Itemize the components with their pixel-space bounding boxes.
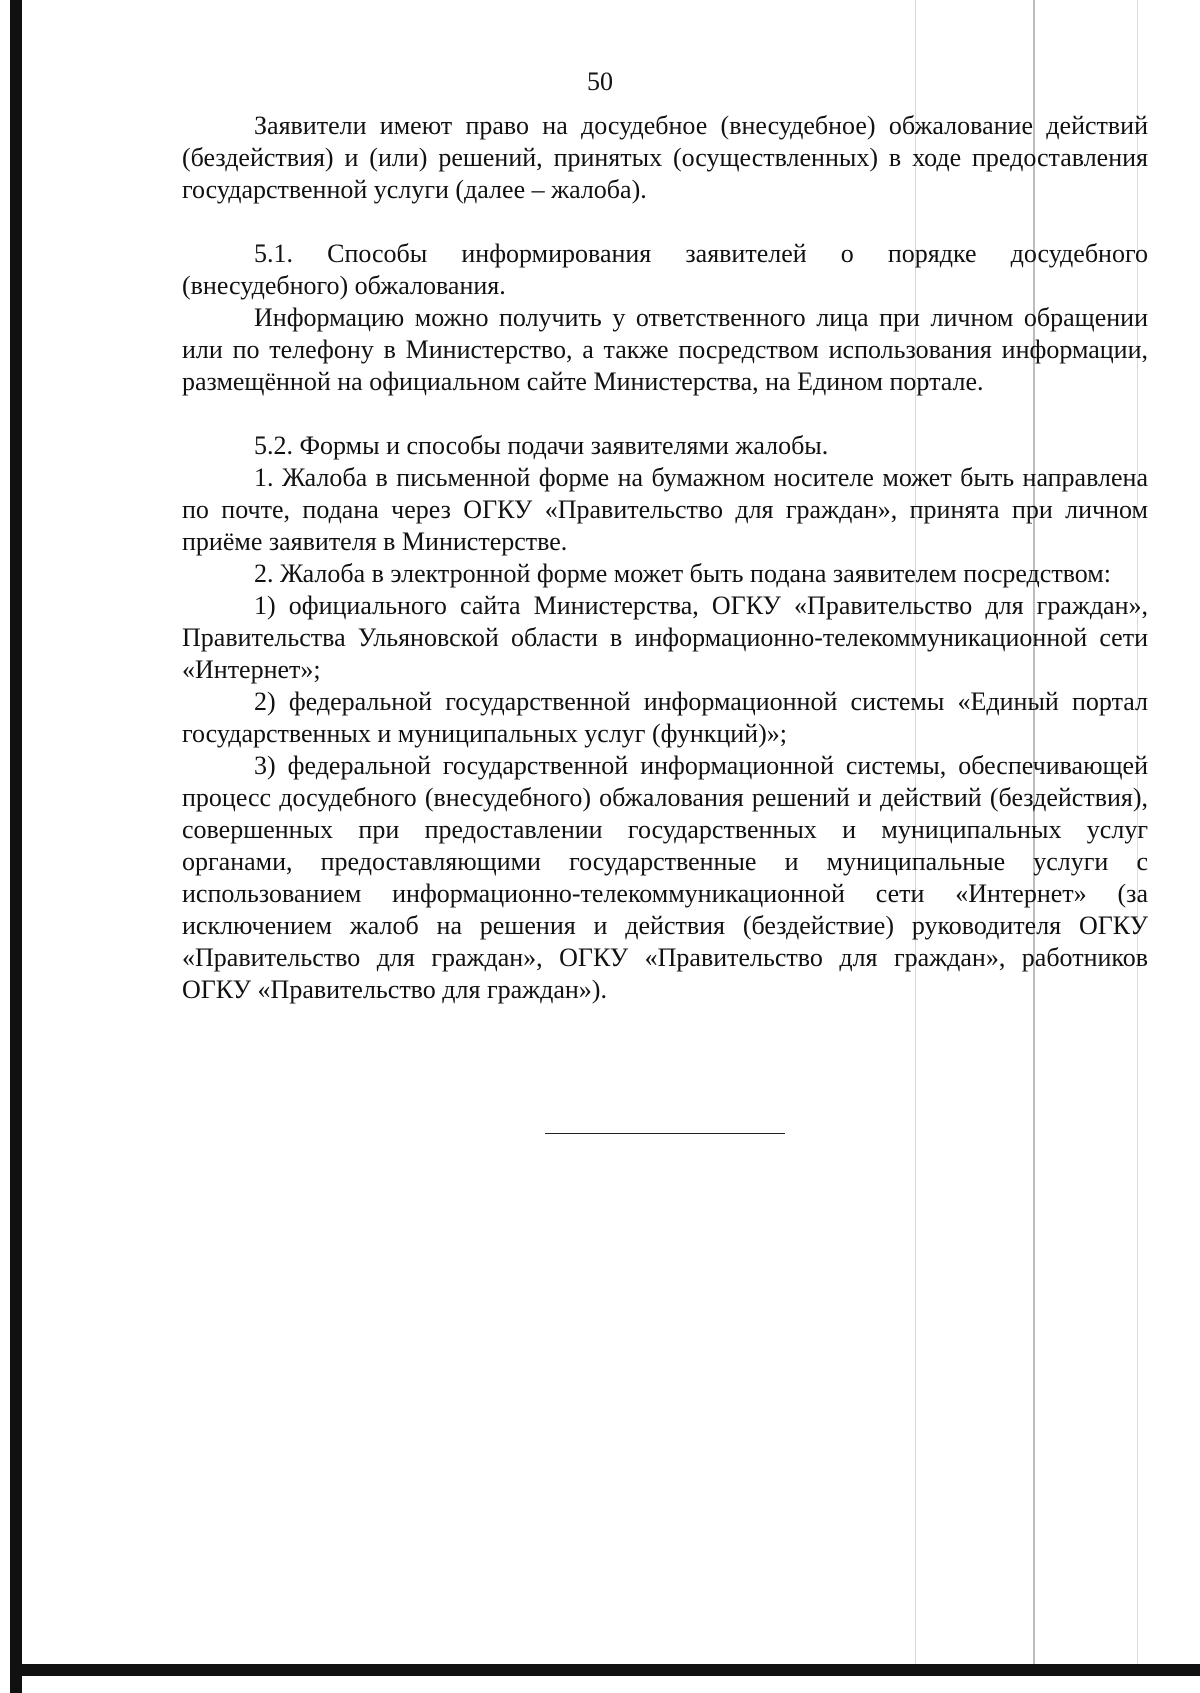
- paragraph-information-sources: Информацию можно получить у ответственного лица при личном обращении или по телефону в Министерство, а также посредством использования информации, размещённой на официальном сайте Министерства, на Едином портале.: [182, 303, 1148, 396]
- scan-bottom-edge: [10, 1664, 1200, 1676]
- section-5-2-heading: 5.2. Формы и способы подачи заявителями жалобы.: [254, 431, 829, 460]
- paragraph-electronic-complaint: 2. Жалоба в электронной форме может быть подана заявителем посредством:: [254, 559, 1111, 588]
- list-item-federal-system: 3) федеральной государственной информационной системы, обеспечивающей процесс досудебного (внесудебного) обжалования решений и действий (бездействия), совершенных при предоставлении государственных и муниципальных услуг органами, предоставляющими государственные и муниципальные услуги с использованием информационно-телекоммуникационной сети «Интернет» (за исключением жалоб на решения и действия (бездействие) руководителя ОГКУ «Правительство для граждан», ОГКУ «Правительство для граждан», работников ОГКУ «Правительство для граждан»).: [182, 751, 1148, 1004]
- end-of-document-rule: [545, 1133, 785, 1134]
- paragraph-right-to-appeal: Заявители имеют право на досудебное (внесудебное) обжалование действий (бездействия) и (или) решений, принятых (осуществленных) в ходе предоставления государственной услуги (далее – жалоба).: [182, 111, 1148, 204]
- paragraph-paper-complaint: 1. Жалоба в письменной форме на бумажном носителе может быть направлена по почте, подана через ОГКУ «Правительство для граждан», принята при личном приёме заявителя в Министерстве.: [182, 463, 1148, 556]
- list-item-official-site: 1) официального сайта Министерства, ОГКУ «Правительство для граждан», Правительства Ульяновской области в информационно-телекоммуникационной сети «Интернет»;: [182, 591, 1148, 684]
- section-5-1-heading: 5.1. Способы информирования заявителей о порядке досудебного (внесудебного) обжалования.: [182, 239, 1148, 300]
- page-number: 50: [587, 67, 613, 96]
- scan-left-edge: [10, 0, 22, 1693]
- list-item-unified-portal: 2) федеральной государственной информационной системы «Единый портал государственных и муниципальных услуг (функций)»;: [182, 687, 1148, 748]
- document-body: [182, 110, 1148, 1006]
